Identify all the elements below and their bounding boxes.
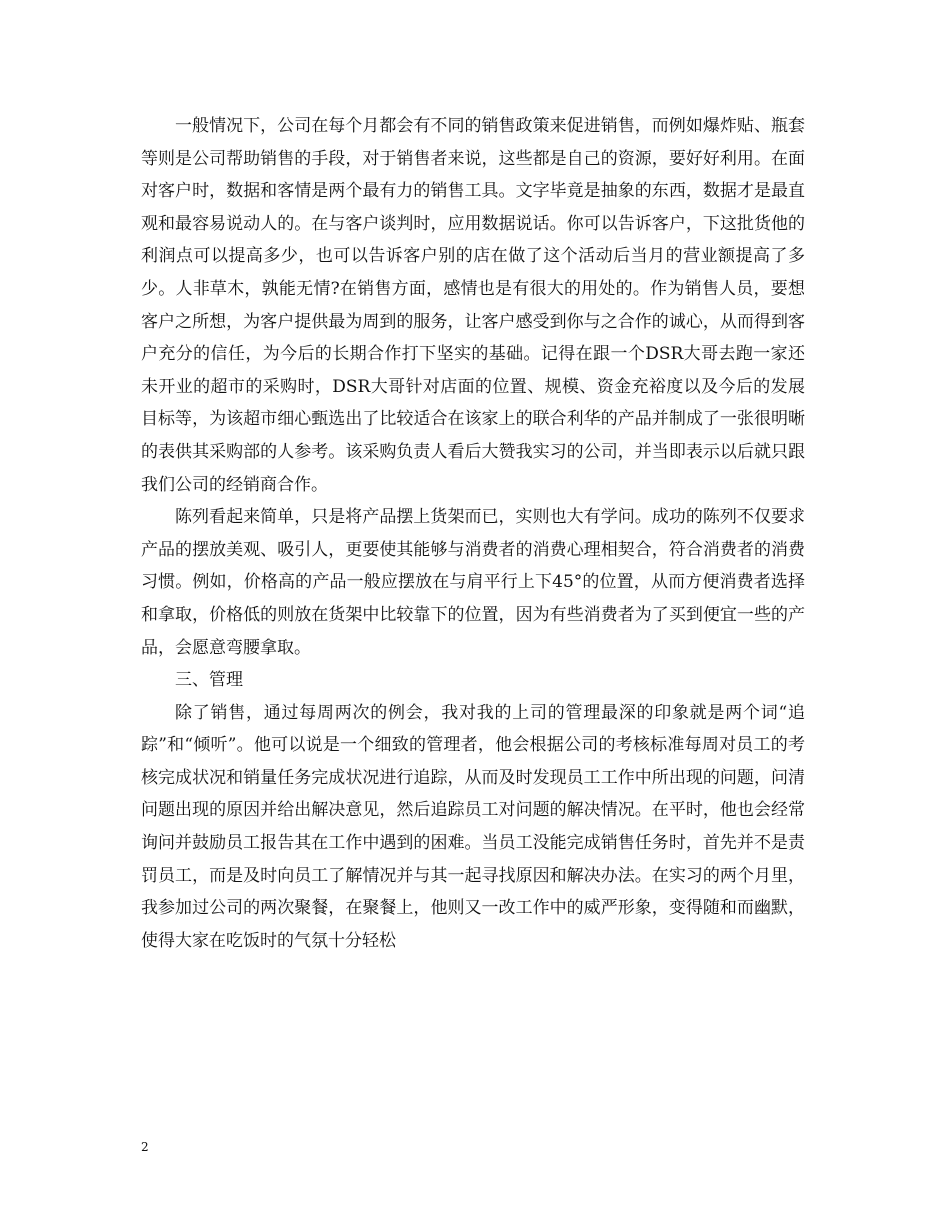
paragraph-display: 陈列看起来简单，只是将产品摆上货架而已，实则也大有学问。成功的陈列不仅要求产品的摆放美观、吸引人，更要使其能够与消费者的消费心理相契合，符合消费者的消费习惯。例如，价格高的产品一般应摆放在与肩平行上下45°的位置，从而方便消费者选择和拿取，价格低的则放在货架中比较靠下的位置，因为有些消费者为了买到便宜一些的产品，会愿意弯腰拿取。 — [141, 507, 805, 658]
paragraph-management: 除了销售，通过每周两次的例会，我对我的上司的管理最深的印象就是两个词“追踪”和“倾听”。他可以说是一个细致的管理者，他会根据公司的考核标准每周对员工的考核完成状况和销量任务完成状况进行追踪，从而及时发现员工工作中所出现的问题，问清问题出现的原因并给出解决意见，然后追踪员工对问题的解决情况。在平时，他也会经常询问并鼓励员工报告其在工作中遇到的困难。当员工没能完成销售任务时，首先并不是责罚员工，而是及时向员工了解情况并与其一起寻找原因和解决办法。在实习的两个月里，我参加过公司的两次聚餐，在聚餐上，他则又一改工作中的威严形象，变得随和而幽默，使得大家在吃饭时的气氛十分轻松 — [141, 702, 805, 951]
body-text — [141, 110, 805, 957]
paragraph-sales-tools: 一般情况下，公司在每个月都会有不同的销售政策来促进销售，而例如爆炸贴、瓶套等则是公司帮助销售的手段，对于销售者来说，这些都是自己的资源，要好好利用。在面对客户时，数据和客情是两个最有力的销售工具。文字毕竟是抽象的东西，数据才是最直观和最容易说动人的。在与客户谈判时，应用数据说话。你可以告诉客户，下这批货他的利润点可以提高多少，也可以告诉客户别的店在做了这个活动后当月的营业额提高了多少。人非草木，孰能无情?在销售方面，感情也是有很大的用处的。作为销售人员，要想客户之所想，为客户提供最为周到的服务，让客户感受到你与之合作的诚心，从而得到客户充分的信任，为今后的长期合作打下坚实的基础。记得在跟一个DSR大哥去跑一家还未开业的超市的采购时，DSR大哥针对店面的位置、规模、资金充裕度以及今后的发展目标等，为该超市细心甄选出了比较适合在该家上的联合利华的产品并制成了一张很明晰的表供其采购部的人参考。该采购负责人看后大赞我实习的公司，并当即表示以后就只跟我们公司的经销商合作。 — [141, 116, 805, 495]
section-heading-management: 三、管理 — [175, 670, 243, 691]
page-number: 2 — [141, 1140, 149, 1154]
